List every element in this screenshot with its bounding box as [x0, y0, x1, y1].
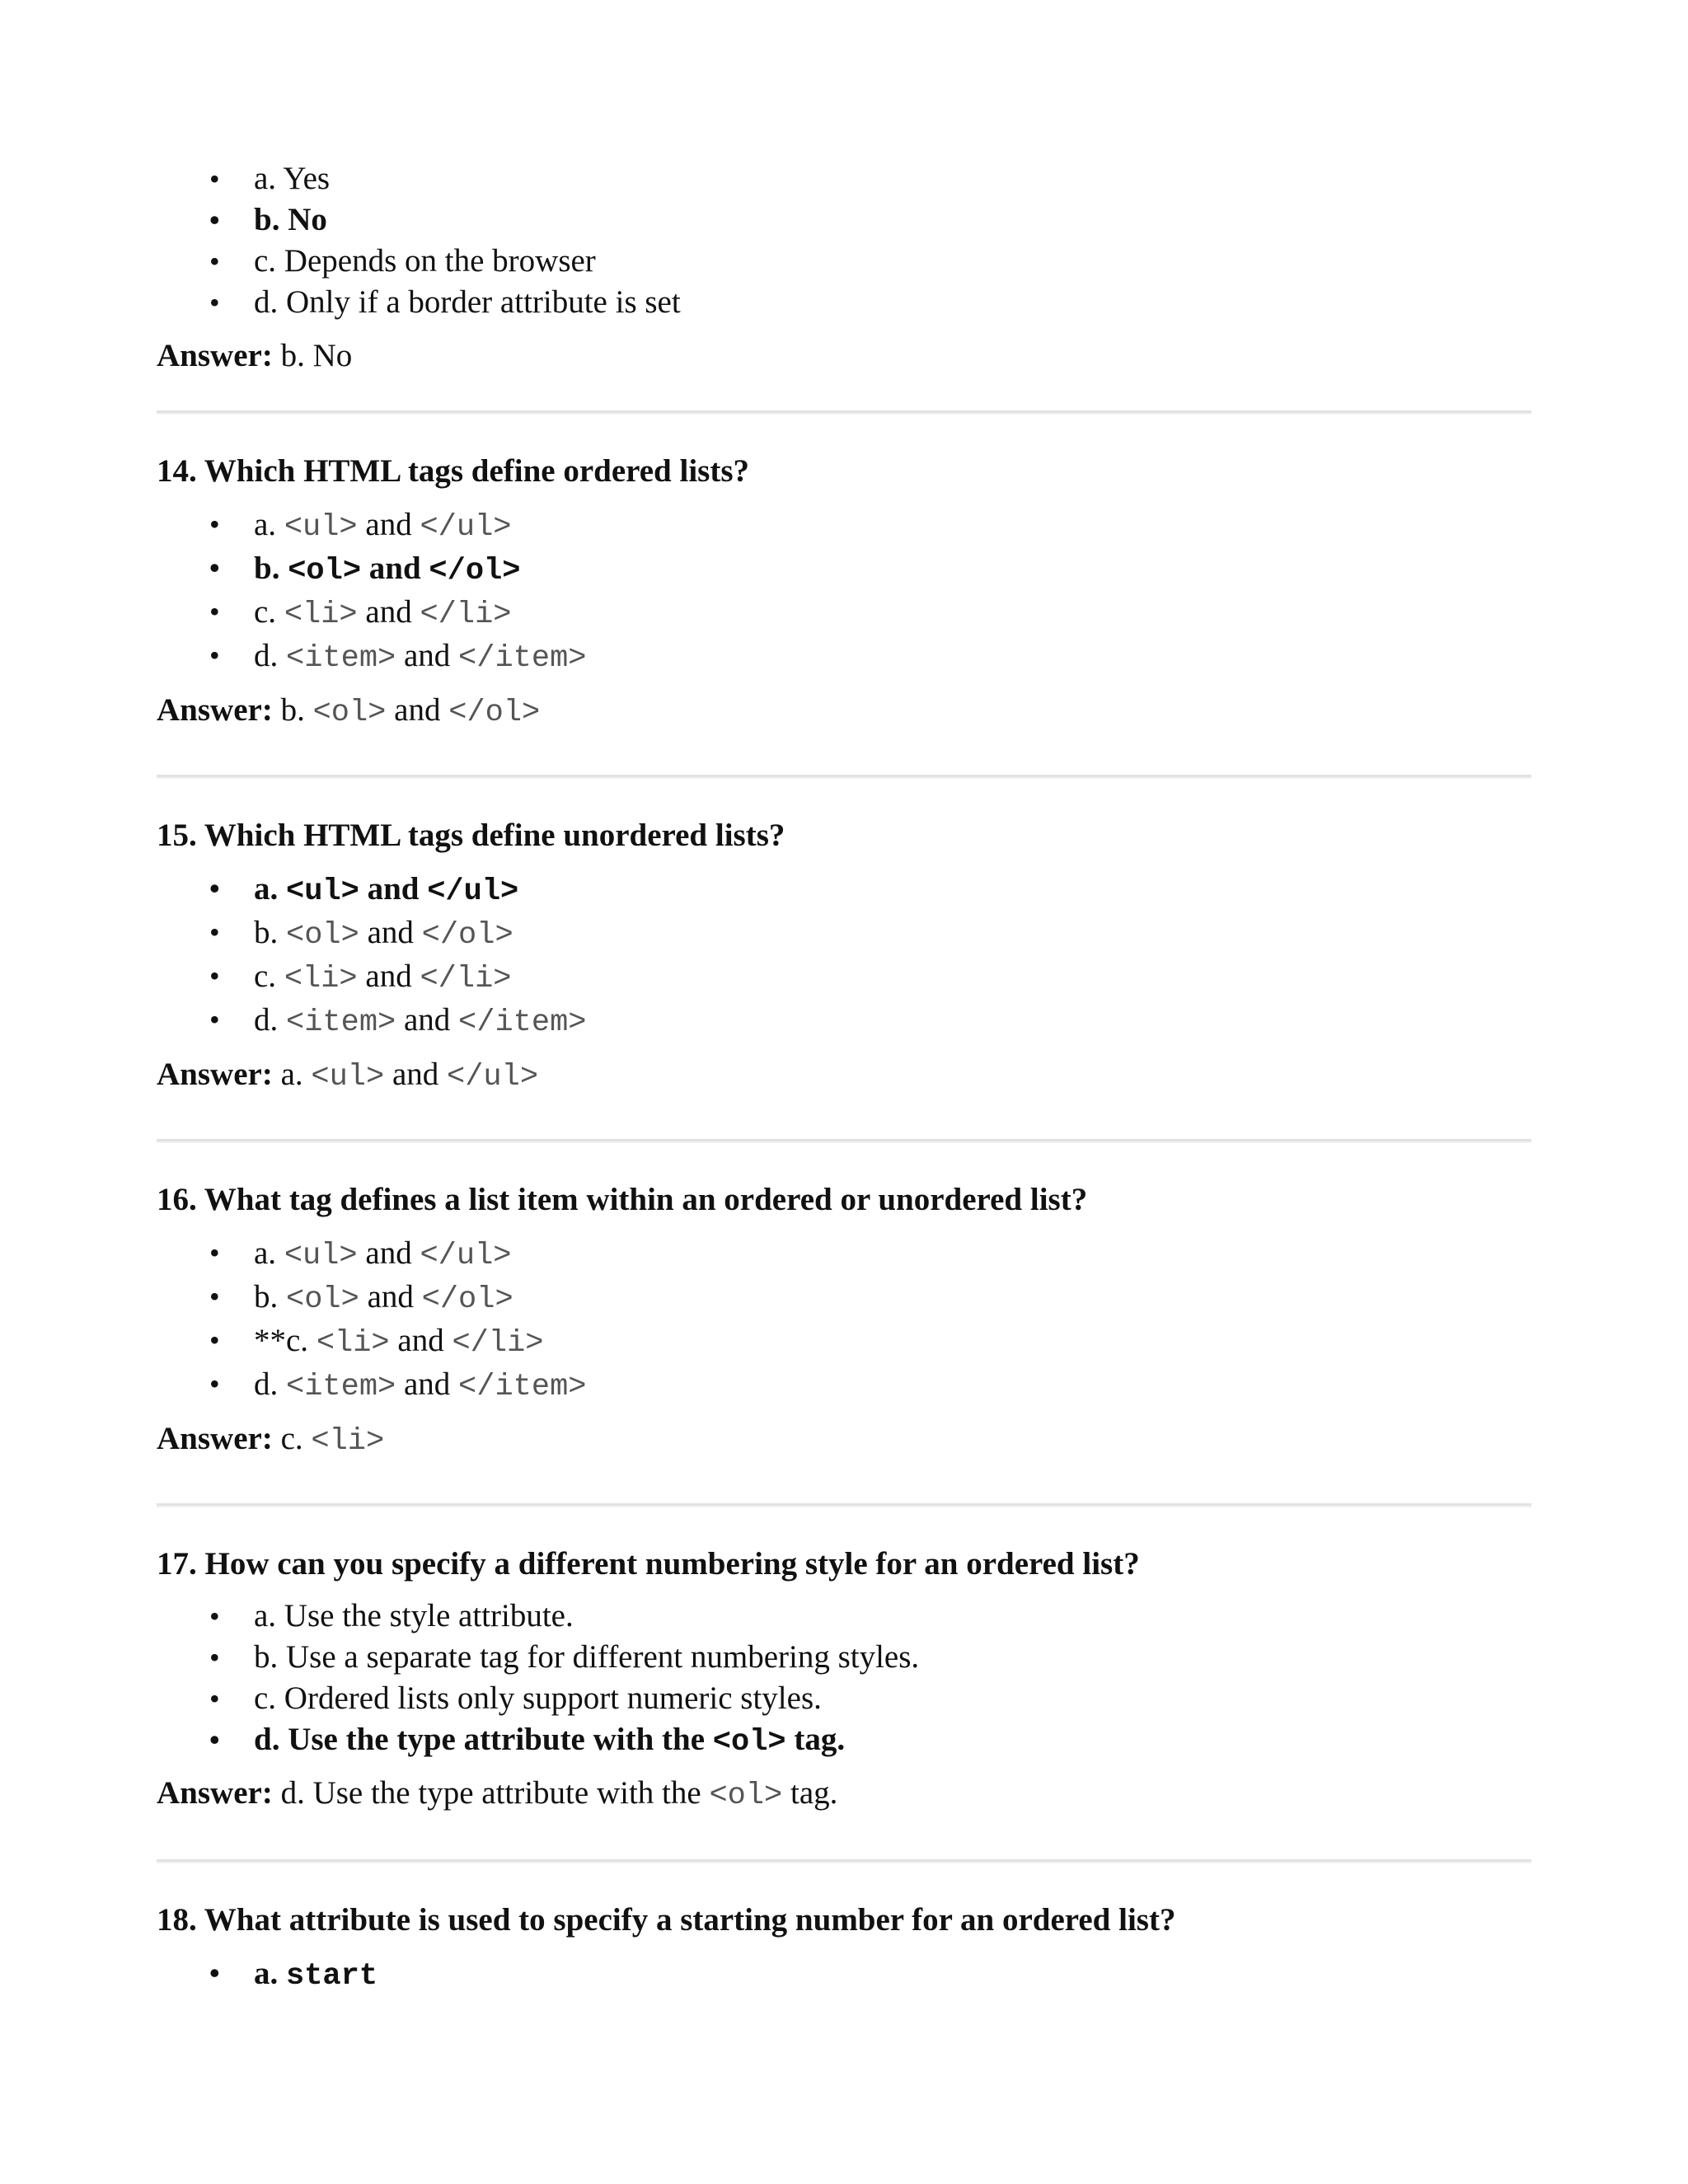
option-c: • **c. <li> and </li> — [157, 1319, 1531, 1362]
question-14-options — [157, 503, 1531, 677]
question-15-options — [157, 867, 1531, 1042]
option-c: • c. Ordered lists only support numeric styles. — [157, 1678, 1531, 1719]
option-b: • b. <ol> and </ol> — [157, 1275, 1531, 1319]
option-a-correct: • a. start — [157, 1952, 1531, 1995]
question-16-block — [157, 1179, 1531, 1463]
question-15-block — [157, 814, 1531, 1099]
option-b-correct: • b. No — [157, 199, 1531, 241]
option-d: • d. <item> and </item> — [157, 998, 1531, 1042]
question-16-answer: Answer: c. <li> — [157, 1421, 385, 1459]
option-d: • d. <item> and </item> — [157, 1362, 1531, 1406]
question-14-title: 14. Which HTML tags define ordered lists? — [157, 453, 750, 489]
question-13-block — [157, 158, 1531, 377]
option-b: • b. <ol> and </ol> — [157, 911, 1531, 954]
question-13-answer: Answer: b. No — [157, 338, 353, 373]
option-d-correct: • d. Use the type attribute with the <ol> tag. — [157, 1719, 1531, 1760]
question-16-options — [157, 1231, 1531, 1406]
option-d: • d. <item> and </item> — [157, 634, 1531, 677]
option-b-correct: • b. <ol> and </ol> — [157, 546, 1531, 590]
question-17-block — [157, 1543, 1531, 1817]
divider — [157, 775, 1531, 779]
divider — [157, 1139, 1531, 1143]
option-c: • c. <li> and </li> — [157, 590, 1531, 634]
question-18-title: 18. What attribute is used to specify a starting number for an ordered list? — [157, 1902, 1176, 1938]
question-13-options — [157, 158, 1531, 323]
question-16-title: 16. What tag defines a list item within an ordered or unordered list? — [157, 1182, 1088, 1217]
question-15-answer: Answer: a. <ul> and </ul> — [157, 1057, 539, 1094]
option-b: • b. Use a separate tag for different numbering styles. — [157, 1637, 1531, 1678]
question-18-block — [157, 1899, 1531, 1995]
option-a-correct: • a. <ul> and </ul> — [157, 867, 1531, 911]
option-c: • c. Depends on the browser — [157, 241, 1531, 282]
question-15-title: 15. Which HTML tags define unordered lists? — [157, 818, 785, 853]
question-17-title: 17. How can you specify a different numbering style for an ordered list? — [157, 1546, 1140, 1582]
question-17-options — [157, 1596, 1531, 1760]
option-a: • a. <ul> and </ul> — [157, 1231, 1531, 1275]
divider — [157, 1503, 1531, 1507]
option-a: • a. Yes — [157, 158, 1531, 199]
divider — [157, 410, 1531, 415]
divider — [157, 1859, 1531, 1863]
question-18-options — [157, 1952, 1531, 1995]
option-c: • c. <li> and </li> — [157, 954, 1531, 998]
option-d: • d. Only if a border attribute is set — [157, 282, 1531, 323]
option-a: • a. <ul> and </ul> — [157, 503, 1531, 546]
question-17-answer: Answer: d. Use the type attribute with the <ol> tag. — [157, 1775, 838, 1813]
question-14-answer: Answer: b. <ol> and </ol> — [157, 692, 541, 730]
question-14-block — [157, 450, 1531, 734]
option-a: • a. Use the style attribute. — [157, 1596, 1531, 1637]
